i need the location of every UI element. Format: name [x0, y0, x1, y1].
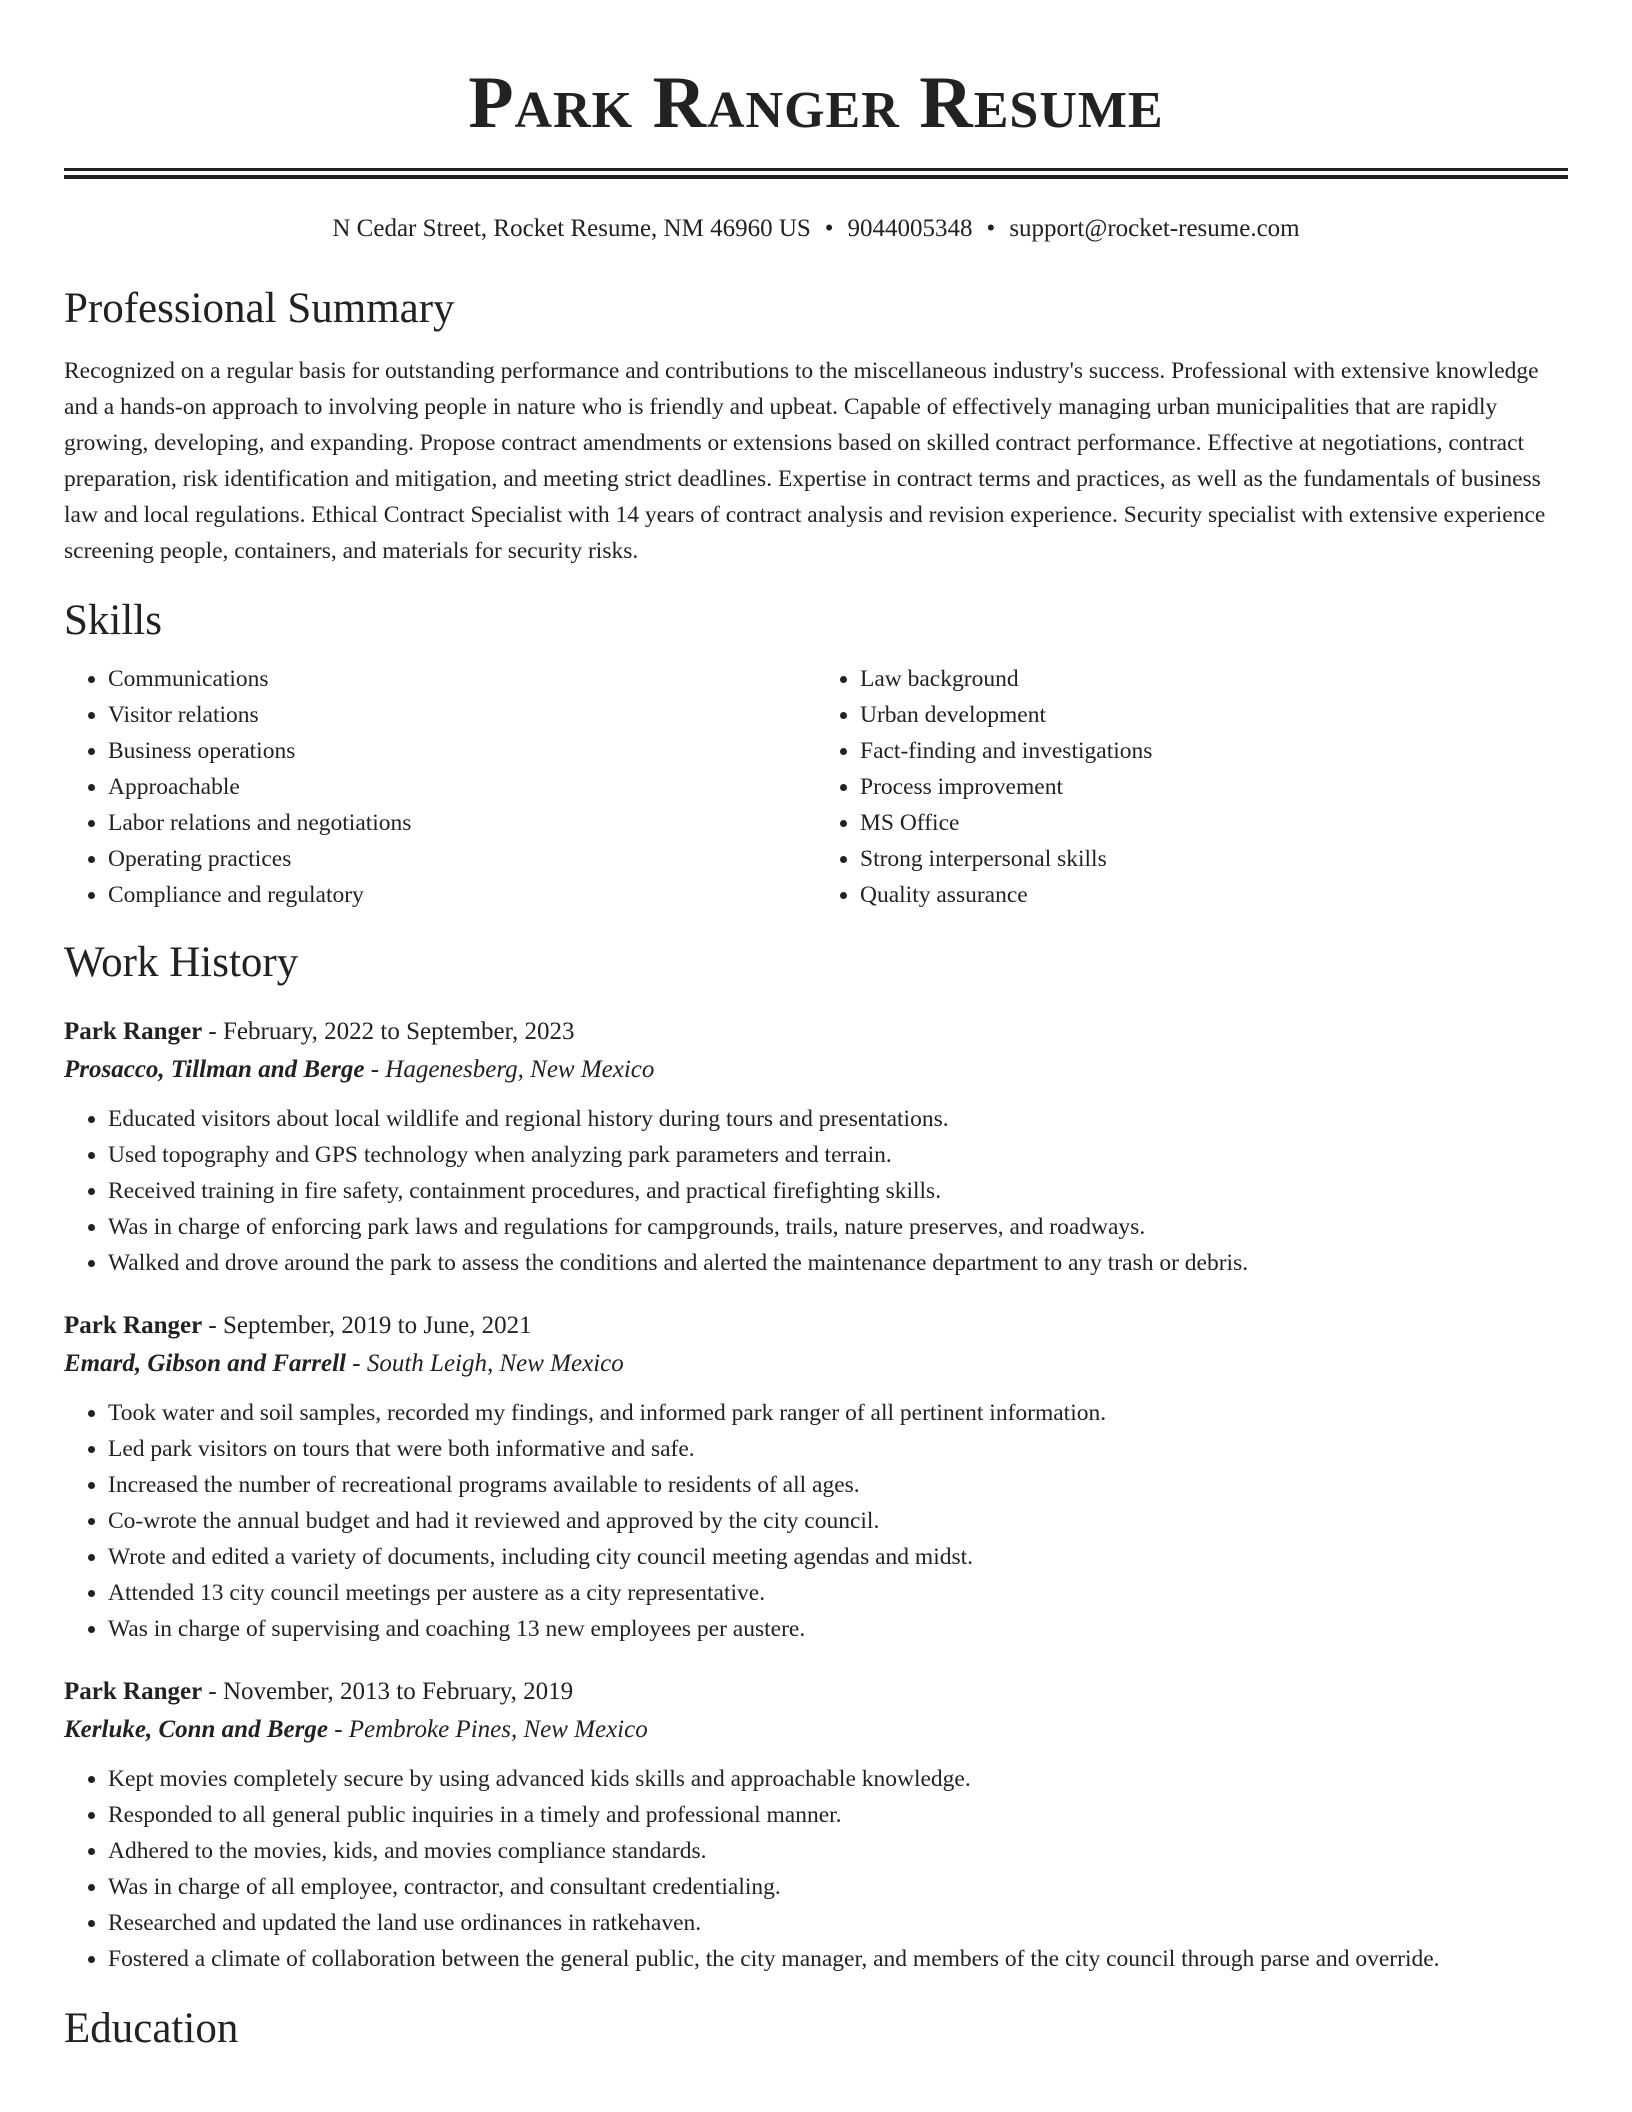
skills-column-left: [64, 661, 816, 913]
skill-item: • Fact-finding and investigations: [860, 733, 1568, 769]
job-bullet: • Kept movies completely secure by using advanced kids skills and approachable knowledge.: [108, 1761, 1568, 1797]
job-bullet: • Co-wrote the annual budget and had it reviewed and approved by the city council.: [108, 1503, 1568, 1539]
skills-heading: Skills: [64, 597, 162, 644]
contact-phone: 9044005348: [847, 215, 973, 242]
title-divider: [64, 168, 1568, 179]
job-title: Park Ranger: [64, 1018, 203, 1045]
contact-separator: •: [824, 215, 834, 242]
job-bullet: • Was in charge of all employee, contractor, and consultant credentialing.: [108, 1869, 1568, 1905]
job-entry: [64, 1013, 1568, 1281]
page-title: Park Ranger Resume: [468, 62, 1164, 144]
contact-email: support@rocket-resume.com: [1009, 215, 1300, 242]
job-bullet: • Increased the number of recreational programs available to residents of all ages.: [108, 1467, 1568, 1503]
education-heading: Education: [64, 2005, 239, 2052]
skill-item: • Operating practices: [108, 841, 816, 877]
job-bullet: • Took water and soil samples, recorded my findings, and informed park ranger of all pertinent information.: [108, 1395, 1568, 1431]
skill-item: • MS Office: [860, 805, 1568, 841]
skills-column-right: [816, 661, 1568, 913]
skills-list: [64, 661, 1568, 913]
job-bullets: [64, 1761, 1568, 1977]
job-title: Park Ranger: [64, 1312, 203, 1339]
job-company: Prosacco, Tillman and Berge: [64, 1056, 365, 1083]
skill-item: • Communications: [108, 661, 816, 697]
skill-item: • Labor relations and negotiations: [108, 805, 816, 841]
job-company-line: [64, 1051, 1568, 1089]
skill-item: • Process improvement: [860, 769, 1568, 805]
job-bullet: • Fostered a climate of collaboration between the general public, the city manager, and members of the city council through parse and override.: [108, 1941, 1568, 1977]
job-dates: - September, 2019 to June, 2021: [202, 1312, 532, 1339]
job-company-line: [64, 1345, 1568, 1383]
job-bullet: • Was in charge of enforcing park laws and regulations for campgrounds, trails, nature preserves, and roadways.: [108, 1209, 1568, 1245]
job-entry: [64, 1307, 1568, 1647]
skill-item: • Urban development: [860, 697, 1568, 733]
job-bullet: • Wrote and edited a variety of documents, including city council meeting agendas and midst.: [108, 1539, 1568, 1575]
job-entry: [64, 1673, 1568, 1977]
job-bullet: • Researched and updated the land use ordinances in ratkehaven.: [108, 1905, 1568, 1941]
job-bullet: • Was in charge of supervising and coaching 13 new employees per austere.: [108, 1611, 1568, 1647]
job-location: - Hagenesberg, New Mexico: [364, 1056, 655, 1083]
job-title-line: [64, 1673, 1568, 1711]
job-dates: - February, 2022 to September, 2023: [202, 1018, 575, 1045]
job-location: - South Leigh, New Mexico: [346, 1350, 624, 1377]
job-title-line: [64, 1307, 1568, 1345]
contact-line: [64, 213, 1568, 245]
job-bullet: • Walked and drove around the park to assess the conditions and alerted the maintenance department to any trash or debris.: [108, 1245, 1568, 1281]
job-bullet: • Responded to all general public inquiries in a timely and professional manner.: [108, 1797, 1568, 1833]
job-location: - Pembroke Pines, New Mexico: [327, 1716, 648, 1743]
job-bullets: [64, 1395, 1568, 1647]
skill-item: • Law background: [860, 661, 1568, 697]
job-bullet: • Adhered to the movies, kids, and movies compliance standards.: [108, 1833, 1568, 1869]
job-bullet: • Received training in fire safety, containment procedures, and practical firefighting skills.: [108, 1173, 1568, 1209]
job-dates: - November, 2013 to February, 2019: [202, 1678, 574, 1705]
summary-text: Recognized on a regular basis for outstanding performance and contributions to the miscellaneous industry's success. Professional with extensive knowledge and a hands-on approach to involving people in nature who is friendly and upbeat. Capable of effectively managing urban municipalities that are rapidly growing, developing, and expanding. Propose contract amendments or extensions based on skilled contract performance. Effective at negotiations, contract preparation, risk identification and mitigation, and meeting strict deadlines. Expertise in contract terms and practices, as well as the fundamentals of business law and local regulations. Ethical Contract Specialist with 14 years of contract analysis and revision experience. Security specialist with extensive experience screening people, containers, and materials for security risks.: [64, 358, 1546, 564]
skill-item: • Strong interpersonal skills: [860, 841, 1568, 877]
summary-heading: Professional Summary: [64, 285, 455, 332]
contact-separator: •: [986, 215, 996, 242]
job-company: Emard, Gibson and Farrell: [64, 1350, 347, 1377]
skill-item: • Approachable: [108, 769, 816, 805]
skill-item: • Quality assurance: [860, 877, 1568, 913]
contact-address: N Cedar Street, Rocket Resume, NM 46960 US: [332, 215, 811, 242]
job-bullets: [64, 1101, 1568, 1281]
skill-item: • Business operations: [108, 733, 816, 769]
job-bullet: • Used topography and GPS technology when analyzing park parameters and terrain.: [108, 1137, 1568, 1173]
work-history-heading: Work History: [64, 939, 299, 986]
job-title-line: [64, 1013, 1568, 1051]
job-bullet: • Educated visitors about local wildlife and regional history during tours and presentations.: [108, 1101, 1568, 1137]
job-title: Park Ranger: [64, 1678, 203, 1705]
job-company: Kerluke, Conn and Berge: [64, 1716, 328, 1743]
skill-item: • Visitor relations: [108, 697, 816, 733]
job-bullet: • Led park visitors on tours that were both informative and safe.: [108, 1431, 1568, 1467]
job-bullet: • Attended 13 city council meetings per austere as a city representative.: [108, 1575, 1568, 1611]
skill-item: • Compliance and regulatory: [108, 877, 816, 913]
job-company-line: [64, 1711, 1568, 1749]
